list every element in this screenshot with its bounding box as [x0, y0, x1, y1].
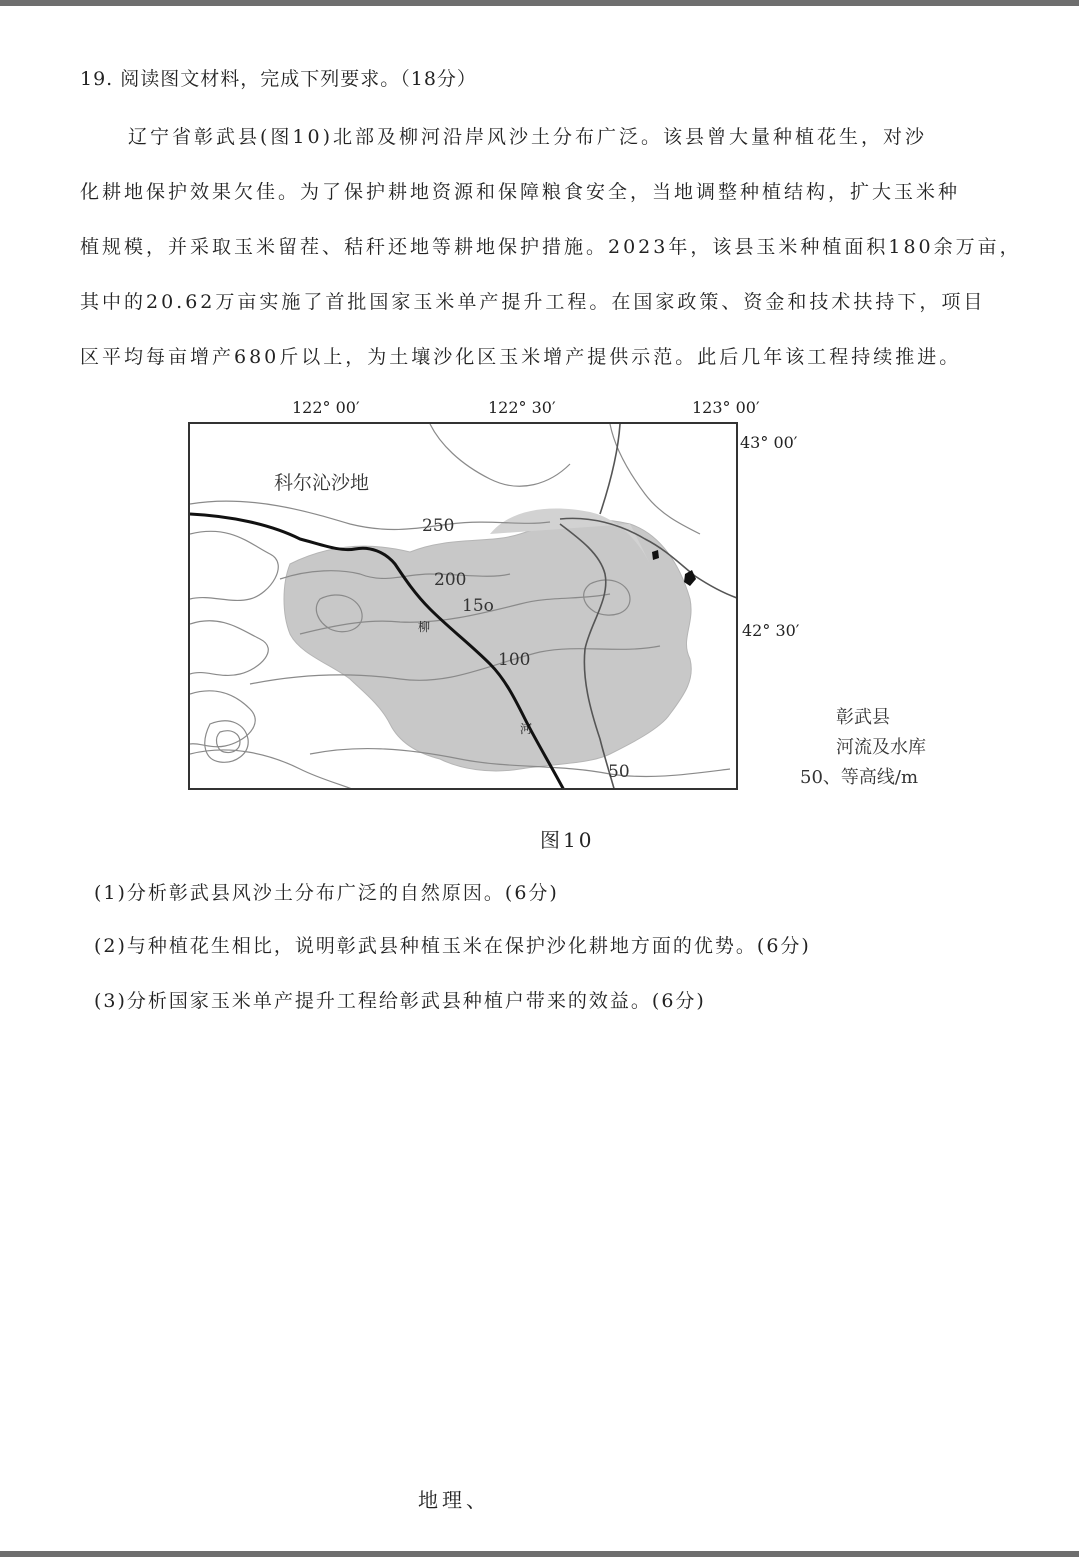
page-bottom-edge — [0, 1551, 1079, 1557]
map-figure — [188, 395, 808, 795]
county-area — [284, 520, 691, 771]
north-stream — [600, 424, 620, 514]
map-legend — [800, 703, 926, 793]
paragraph-line: 化耕地保护效果欠佳。为了保护耕地资源和保障粮食安全，当地调整种植结构，扩大玉米种 — [80, 181, 961, 203]
page-footer: 地理、 — [418, 1488, 490, 1512]
sub-question-3: (3)分析国家玉米单产提升工程给彰武县种植户带来的效益。(6分) — [94, 990, 706, 1012]
sub-question-2: (2)与种植花生相比，说明彰武县种植玉米在保护沙化耕地方面的优势。(6分) — [94, 935, 811, 957]
contour-west-5 — [217, 731, 240, 753]
contour-label-150: 15o — [462, 596, 494, 616]
longitude-label: 123° 00′ — [692, 398, 760, 417]
contour-north-2 — [610, 424, 700, 534]
latitude-label: 43° 00′ — [740, 433, 798, 452]
map-frame — [188, 422, 738, 790]
contour-west-4 — [205, 721, 248, 762]
contour-west-2 — [190, 621, 268, 676]
question-header: 19. 阅读图文材料，完成下列要求。（18分） — [80, 68, 477, 90]
legend-contour — [800, 763, 926, 793]
longitude-label: 122° 30′ — [488, 398, 556, 417]
legend-contour-text: 等高线/m — [840, 767, 919, 788]
contour-west-3 — [190, 691, 255, 747]
reservoir — [684, 570, 696, 586]
contour-label-50: 50 — [608, 762, 630, 782]
question-paragraph — [80, 110, 1055, 385]
contour-label-100: 100 — [498, 650, 531, 670]
legend-contour-value: 50、 — [800, 767, 841, 788]
page-top-edge — [0, 0, 1079, 6]
contour-west-1 — [190, 531, 278, 600]
river-label-char: 柳 — [418, 620, 431, 634]
paragraph-line: 辽宁省彰武县(图10)北部及柳河沿岸风沙土分布广泛。该县曾大量种植花生，对沙 — [128, 126, 928, 148]
contour-label-200: 200 — [434, 570, 467, 590]
figure-caption: 图10 — [540, 828, 595, 852]
contour-250 — [190, 501, 550, 529]
paragraph-line: 植规模，并采取玉米留茬、秸秆还地等耕地保护措施。2023年，该县玉米种植面积180余万亩， — [80, 236, 1022, 258]
contour-southwest — [190, 750, 360, 790]
paragraph-line: 其中的20.62万亩实施了首批国家玉米单产提升工程。在国家政策、资金和技术扶持下，项目 — [80, 291, 986, 313]
area-label-horqin: 科尔沁沙地 — [274, 472, 370, 494]
river-label-char: 河 — [520, 722, 533, 736]
paragraph-line: 区平均每亩增产680斤以上，为土壤沙化区玉米增产提供示范。此后几年该工程持续推进。 — [80, 346, 962, 368]
longitude-label: 122° 00′ — [292, 398, 360, 417]
contour-label-250: 250 — [422, 516, 455, 536]
sub-question-1: (1)分析彰武县风沙土分布广泛的自然原因。(6分) — [94, 882, 559, 904]
legend-county: 彰武县 — [836, 707, 890, 728]
contour-north-1 — [430, 424, 570, 486]
latitude-label: 42° 30′ — [742, 621, 800, 640]
legend-river: 河流及水库 — [836, 737, 926, 758]
